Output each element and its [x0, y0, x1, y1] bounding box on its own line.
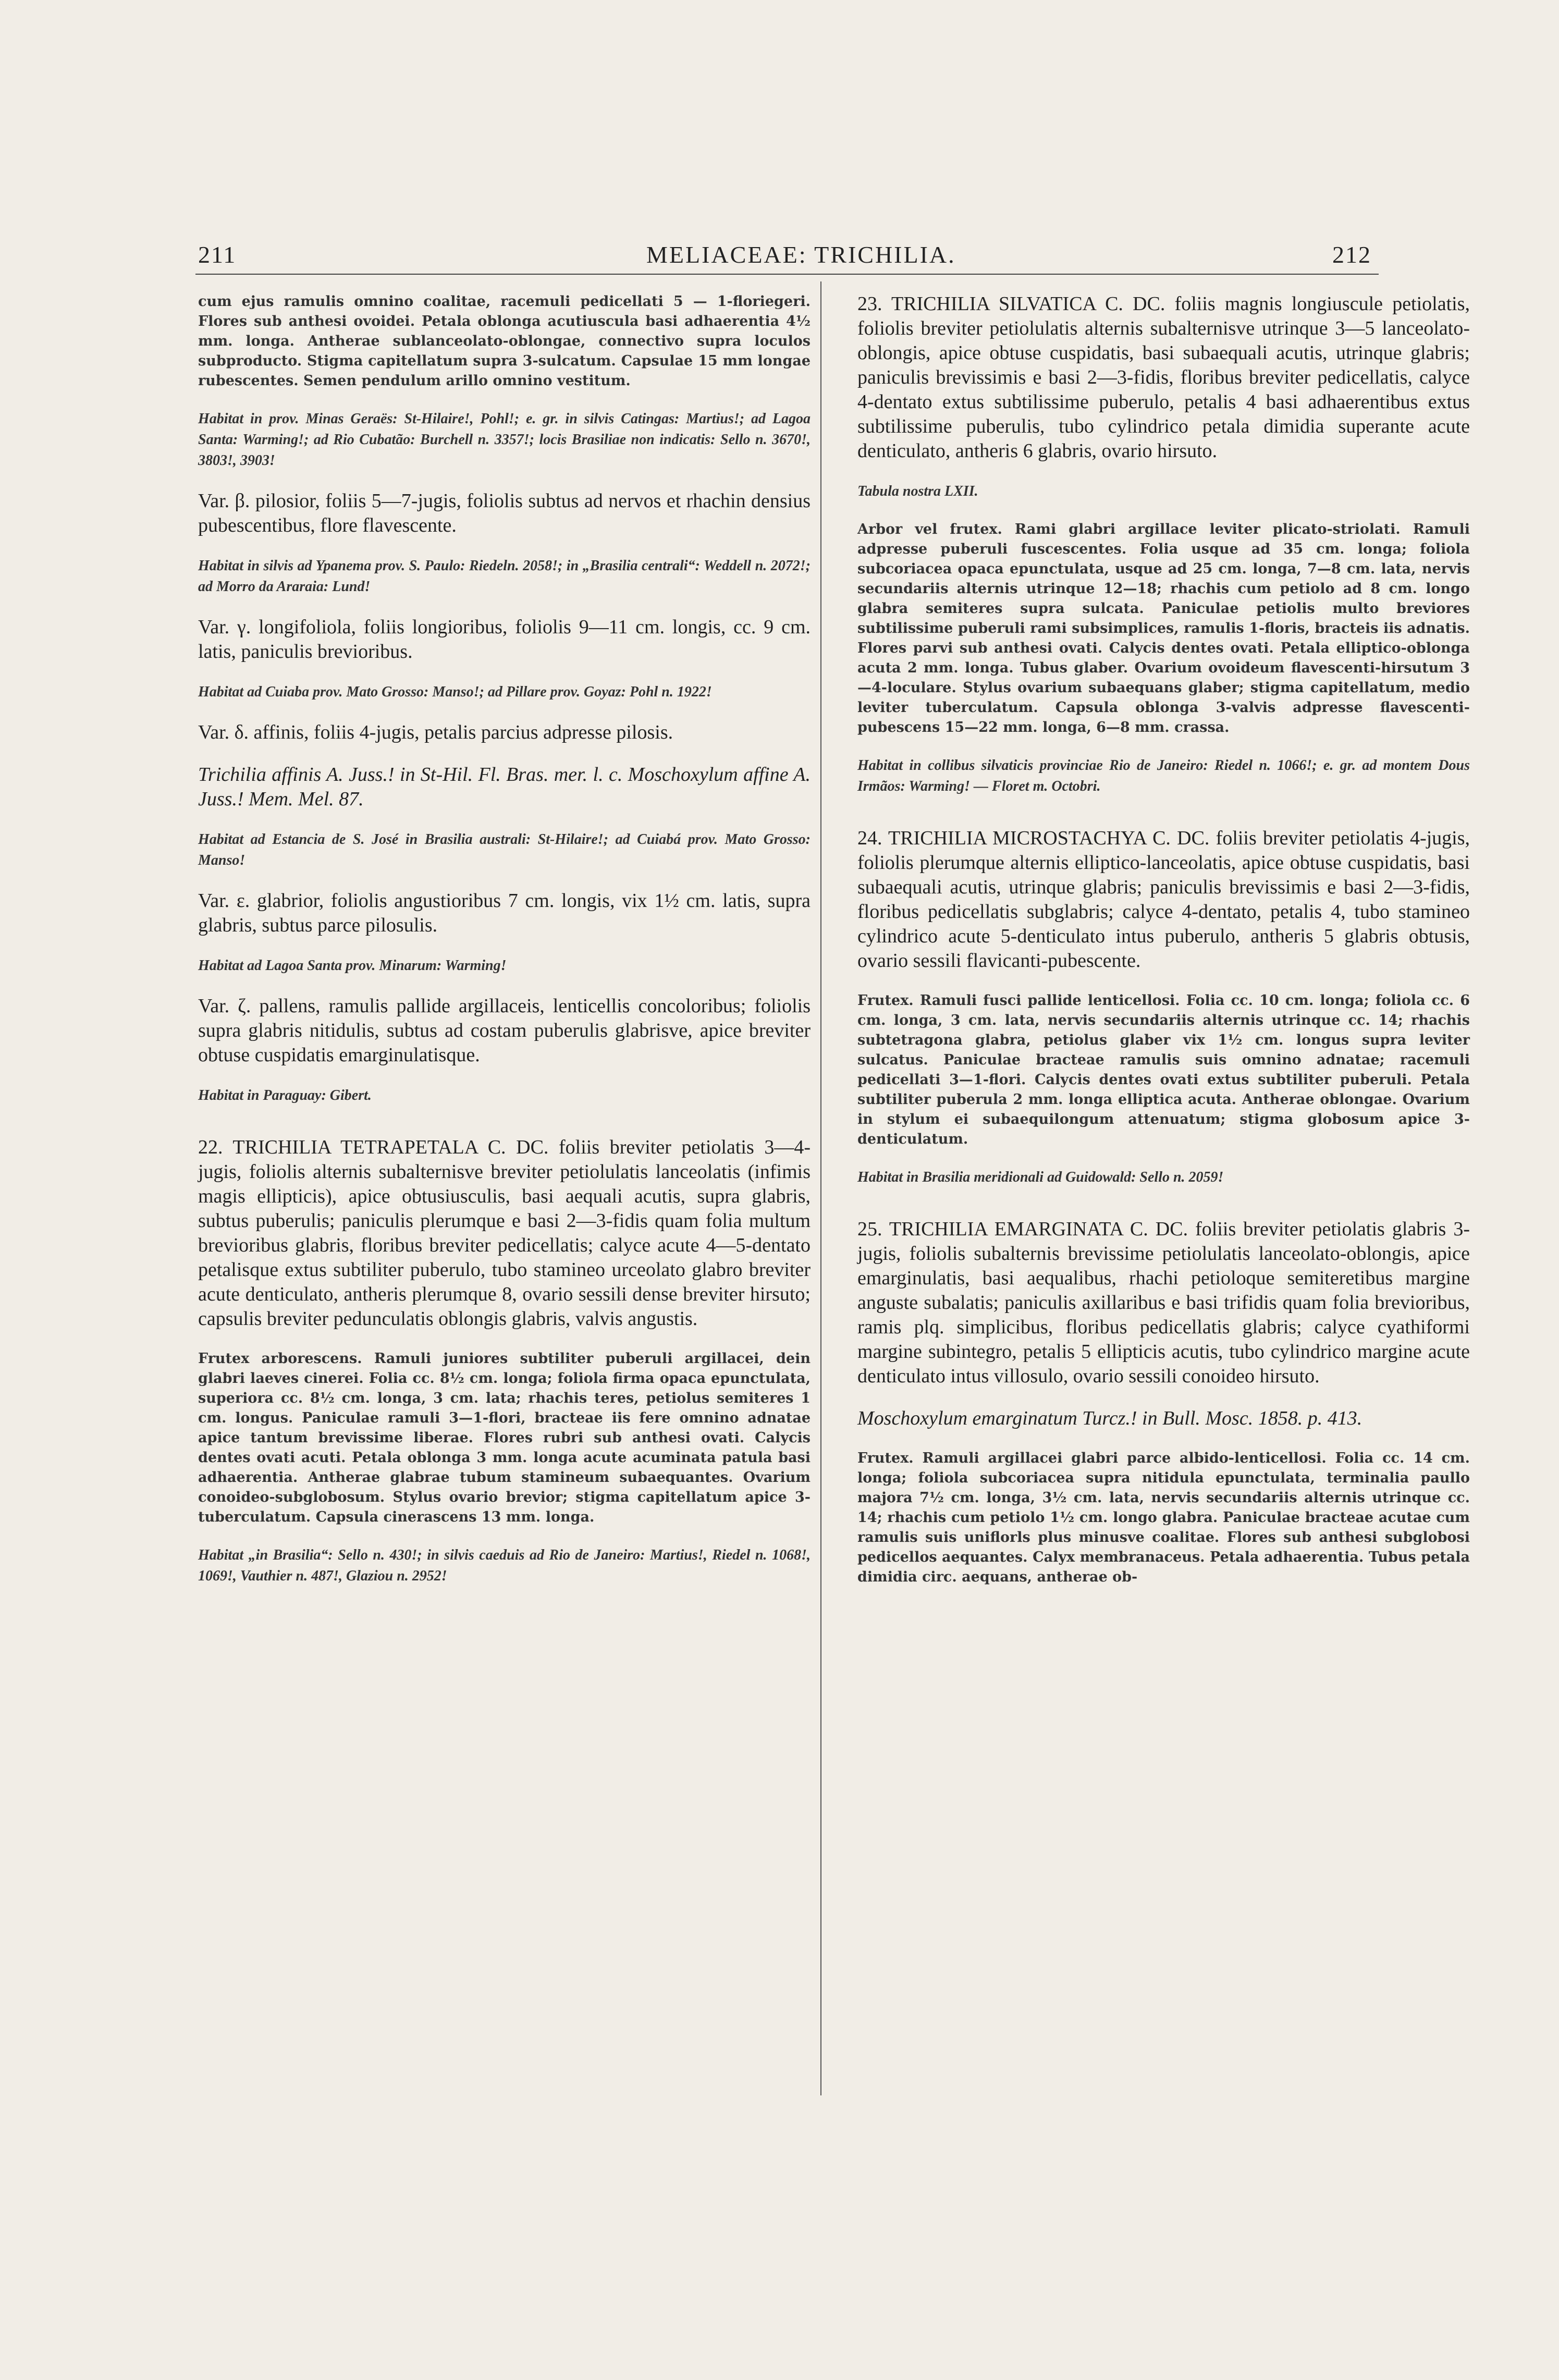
right-column: [857, 292, 1470, 1605]
species-24-diagnosis: 24. TRICHILIA MICROSTACHYA C. DC. foliis breviter petiolatis 4-jugis, foliolis plerumque alternis elliptico-lanceolatis, apice obtuse cuspidatis, basi subaequali acutis, utrinque glabris; paniculis brevissimis e basi 2—3-fidis, floribus pedicellatis subglabris; calyce 4-dentato, petalis 4, tubo stamineo cylindrico acute 5-denticulato intus puberulo, antheris 5 glabris obtusis, ovario sessili flavicanti-pubescente.: [857, 827, 1470, 972]
page-number-left: 211: [198, 241, 237, 268]
variety-gamma: Var. γ. longifoliola, foliis longioribus, foliolis 9—11 cm. longis, cc. 9 cm. latis, paniculis brevioribus.: [198, 616, 811, 663]
synonym-citation: Trichilia affinis A. Juss.! in St-Hil. Fl. Bras. mer. l. c. Moschoxylum affine A. Juss.! Mem. Mel. 87.: [198, 764, 811, 810]
species-23-description: Arbor vel frutex. Rami glabri argillace leviter plicato-striolati. Ramuli adpresse puberuli fuscescentes. Folia usque ad 35 cm. longa; foliola subcoriacea opaca epunctulata, usque ad 25 cm. longa, 7—8 cm. lata, nervis secundariis alternis utrinque 12—18; rhachis cum petiolo ad 8 cm. longo glabra semiteres supra sulcata. Paniculae petiolis multo breviores subtilissime puberuli rami subsimplices, ramulis 1-floris, bracteis iis adnatis. Flores parvi sub anthesi ovati. Calycis dentes ovati. Petala elliptico-oblonga acuta 2 mm. longa. Tubus glaber. Ovarium ovoideum flavescenti-hirsutum 3—4-loculare. Stylus ovarium subaequans glaber; stigma capitellatum, medio leviter tuberculatum. Capsula oblonga 3-valvis adpresse flavescenti-pubescens 15—22 mm. longa, 6—8 mm. crassa.: [857, 521, 1470, 735]
description-continued: cum ejus ramulis omnino coalitae, racemuli pedicellati 5 — 1-floriegeri. Flores sub anthesi ovoidei. Petala oblonga acutiuscula basi adhaerentia 4½ mm. longa. Antherae sublanceolato-oblongae, connectivo supra loculos subproducto. Stigma capitellatum supra 3-sulcatum. Capsulae 15 mm longae rubescentes. Semen pendulum arillo omnino vestitum.: [198, 293, 811, 389]
variety-delta: Var. δ. affinis, foliis 4-jugis, petalis parcius adpresse pilosis.: [198, 721, 673, 743]
variety-epsilon: Var. ε. glabrior, foliolis angustioribus 7 cm. longis, vix 1½ cm. latis, supra glabris, subtus parce pilosulis.: [198, 890, 811, 936]
synonym-citation: Moschoxylum emarginatum Turcz.! in Bull. Mosc. 1858. p. 413.: [857, 1407, 1362, 1429]
habitat-note: Habitat in Paraguay: Gibert.: [198, 1087, 372, 1103]
species-24-habitat: Habitat in Brasilia meridionali ad Guidowald: Sello n. 2059!: [857, 1169, 1224, 1185]
species-24-description: Frutex. Ramuli fusci pallide lenticellosi. Folia cc. 10 cm. longa; foliola cc. 6 cm. longa, 3 cm. lata, nervis secundariis alternis utrinque cc. 14; rhachis subtetragona glabra, petiolus glaber vix 1½ cm. longus supra leviter sulcatus. Paniculae bracteae ramulis suis omnino adnatae; racemuli pedicellati 3—1-flori. Calycis dentes ovati extus subtiliter puberuli. Petala subtiliter puberula 2 mm. longa elliptica acuta. Antherae oblongae. Ovarium in stylum ei subaequilongum attenuatum; stigma globosum apice 3-denticulatum.: [857, 992, 1470, 1147]
habitat-note: Habitat ad Cuiaba prov. Mato Grosso: Manso!; ad Pillare prov. Goyaz: Pohl n. 1922!: [198, 684, 712, 700]
page-number-right: 212: [1332, 241, 1371, 268]
species-23-habitat: Habitat in collibus silvaticis provinciae Rio de Janeiro: Riedel n. 1066!; e. gr. ad montem Dous Irmãos: Warming! — Floret m. Octobri.: [857, 757, 1470, 794]
running-title: MELIACEAE: TRICHILIA.: [646, 241, 956, 268]
variety-beta: Var. β. pilosior, foliis 5—7-jugis, foliolis subtus ad nervos et rhachin densius pubescentibus, flore flavescente.: [198, 490, 811, 536]
habitat-note: Habitat ad Lagoa Santa prov. Minarum: Warming!: [198, 958, 507, 974]
column-divider: [820, 281, 821, 2095]
habitat-note: Habitat ad Estancia de S. José in Brasilia australi: St-Hilaire!; ad Cuiabá prov. Mato Grosso: Manso!: [198, 831, 811, 868]
species-22-description: Frutex arborescens. Ramuli juniores subtiliter puberuli argillacei, dein glabri laeves cinerei. Folia cc. 8½ cm. longa; foliola firma opaca epunctulata, superiora cc. 8½ cm. longa, 3 cm. lata; rhachis teres, petiolus semiteres 1 cm. longus. Paniculae ramuli 3—1-flori, bracteae iis fere omnino adnatae apice tantum brevissime liberae. Flores rubri sub anthesi ovati. Calycis dentes ovati acuti. Petala oblonga 3 mm. longa acute acuminata patula basi adhaerentia. Antherae glabrae tubum stamineum subaequantes. Ovarium conoideo-subglobosum. Stylus ovario brevior; stigma capitellatum apice 3-tuberculatum. Capsula cinerascens 13 mm. longa.: [198, 1351, 811, 1525]
species-22-diagnosis: 22. TRICHILIA TETRAPETALA C. DC. foliis breviter petiolatis 3—4-jugis, foliolis alternis subalternisve breviter petiolulatis lanceolatis (infimis magis ellipticis), apice obtusiusculis, basi aequali acutis, supra glabris, subtus puberulis; paniculis plerumque e basi 2—3-fidis quam folia multum brevioribus glabris, floribus breviter pedicellatis; calyce acute 4—5-dentato petalisque extus subtiliter puberulo, tubo stamineo urceolato glabro breviter acute denticulato, antheris plerumque 8, ovario sessili dense breviter hirsuto; capsulis breviter pedunculatis oblongis glabris, valvis angustis.: [198, 1136, 811, 1330]
species-23-diagnosis: 23. TRICHILIA SILVATICA C. DC. foliis magnis longiuscule petiolatis, foliolis breviter petiolulatis alternis subalternisve utrinque 3—5 lanceolato-oblongis, apice obtuse cuspidatis, basi subaequali acutis, utrinque glabris; paniculis brevissimis e basi 2—3-fidis, floribus breviter pedicellatis, calyce 4-dentato extus subtilissime puberulo, petalis 4 basi adhaerentibus extus subtilissime puberulis, tubo cylindrico petala dimidia superante acute denticulato, antheris 6 glabris, ovario hirsuto.: [857, 293, 1470, 462]
plate-reference: Tabula nostra LXII.: [857, 483, 978, 499]
species-25-description: Frutex. Ramuli argillacei glabri parce albido-lenticellosi. Folia cc. 14 cm. longa; foliola subcoriacea supra nitidula epunctulata, terminalia paullo majora 7½ cm. longa, 3½ cm. lata, nervis secundariis alternis utrinque cc. 14; rhachis cum petiolo 1½ cm. longo glabra. Paniculae bracteae acutae cum ramulis suis uniflorls plus minusve coalitae. Flores sub anthesi subglobosi pedicellos aequantes. Calyx membranaceus. Petala adhaerentia. Tubus petala dimidia circ. aequans, antherae ob-: [857, 1450, 1470, 1585]
habitat-note: Habitat in prov. Minas Geraës: St-Hilaire!, Pohl!; e. gr. in silvis Catingas: Martius!; ad Lagoa Santa: Warming!; ad Rio Cubatão: Burchell n. 3357!; locis Brasiliae non indicatis: Sello n. 3670!, 3803!, 3903!: [198, 411, 811, 469]
header-rule: [195, 274, 1379, 275]
habitat-note: Habitat in silvis ad Ypanema prov. S. Paulo: Riedeln. 2058!; in „Brasilia centrali“: Weddell n. 2072!; ad Morro da Araraia: Lund!: [198, 558, 811, 595]
left-column: [198, 292, 811, 1604]
variety-zeta: Var. ζ. pallens, ramulis pallide argillaceis, lenticellis concoloribus; foliolis supra glabris nitidulis, subtus ad costam puberulis glabrisve, apice breviter obtuse cuspidatis emarginulatisque.: [198, 995, 811, 1066]
species-25-diagnosis: 25. TRICHILIA EMARGINATA C. DC. foliis breviter petiolatis glabris 3-jugis, foliolis subalternis brevissime petiolulatis lanceolato-oblongis, apice emarginulatis, basi aequalibus, rhachi petioloque semiteretibus margine anguste subalatis; paniculis axillaribus e basi trifidis quam folia brevioribus, ramis plq. simplicibus, floribus pedicellatis glabris; calyce cyathiformi margine subintegro, petalis 5 ellipticis acutis, tubo cylindrico margine acute denticulato intus villosulo, ovario sessili conoideo hirsuto.: [857, 1218, 1470, 1387]
species-22-habitat: Habitat „in Brasilia“: Sello n. 430!; in silvis caeduis ad Rio de Janeiro: Martius!, Riedel n. 1068!, 1069!, Vauthier n. 487!, Glaziou n. 2952!: [198, 1547, 811, 1584]
